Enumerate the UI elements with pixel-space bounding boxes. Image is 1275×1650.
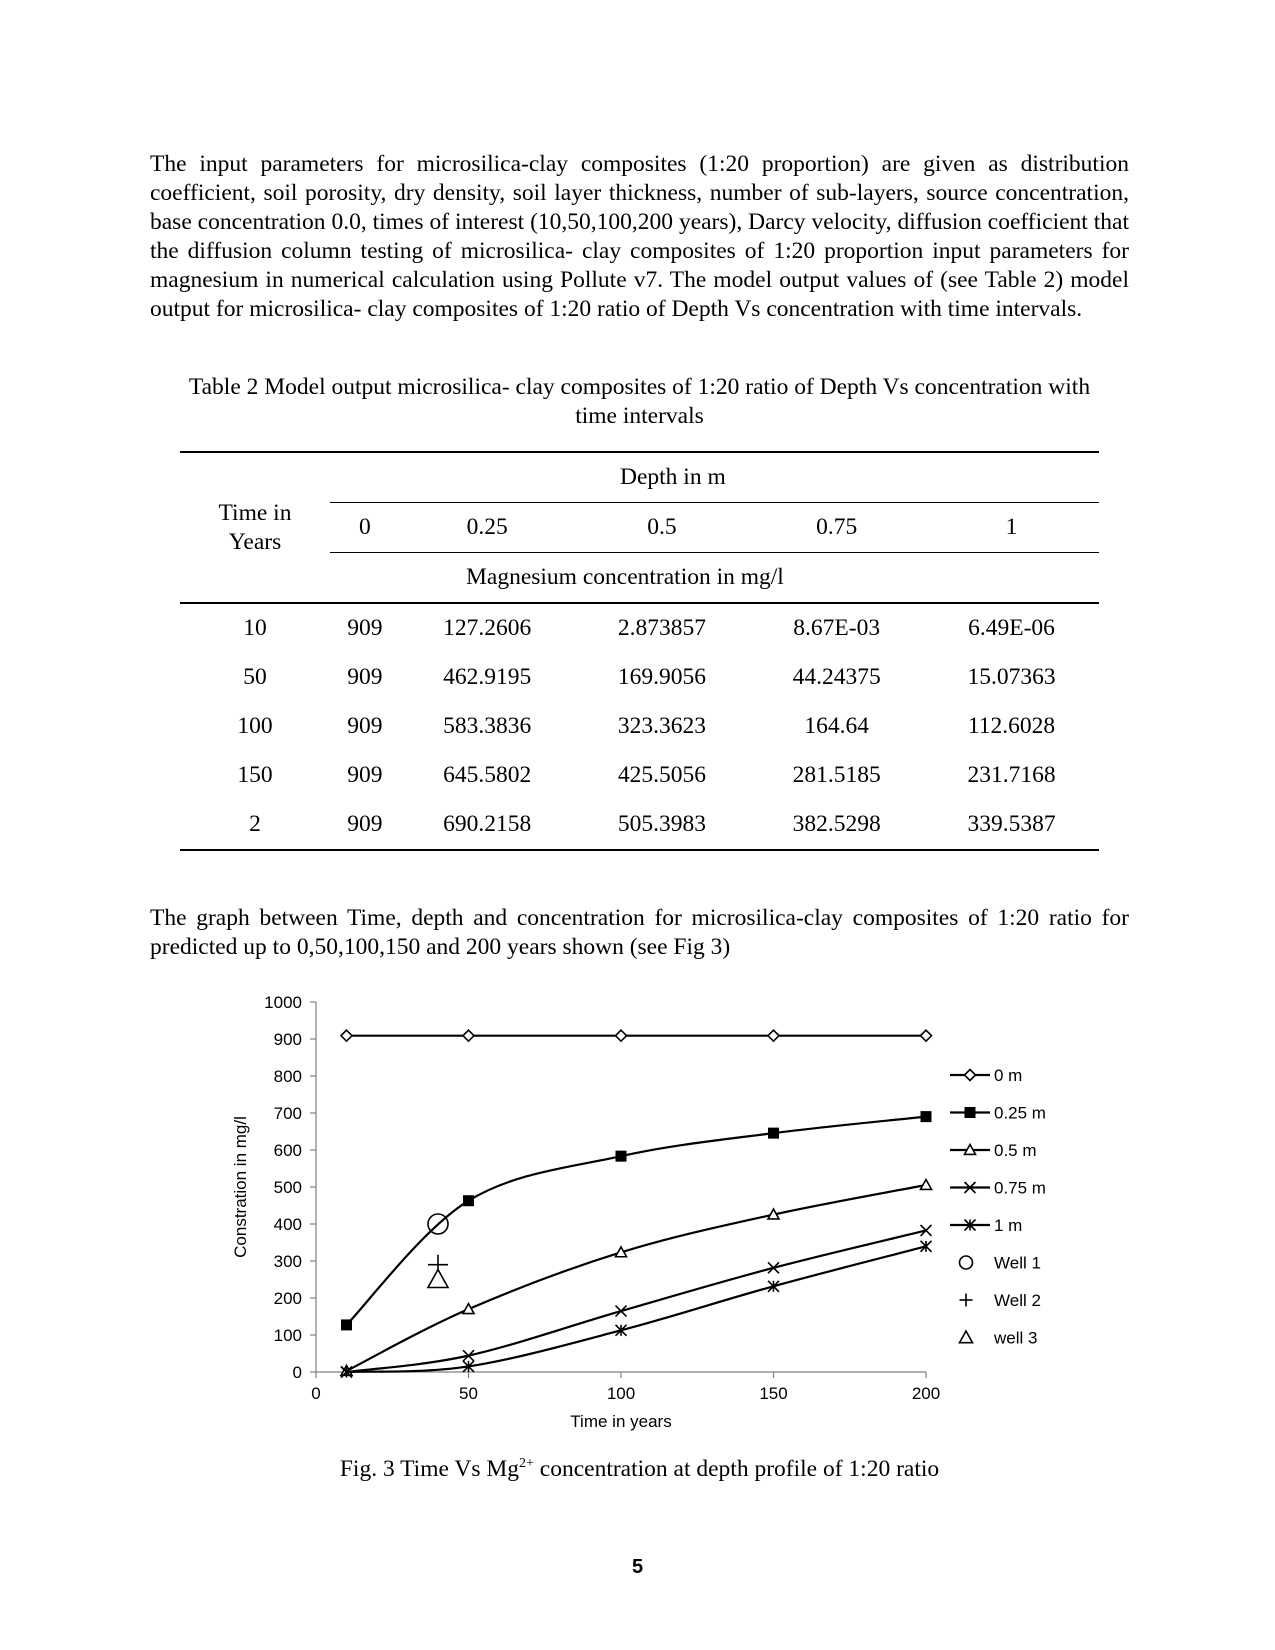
y-axis-label: Constration in mg/l [231, 1116, 250, 1258]
depth-3: 0.75 [816, 514, 858, 540]
table-cell: 50 [243, 664, 267, 690]
figure-caption-superscript: 2+ [519, 1456, 534, 1472]
table-cell: 583.3836 [443, 713, 532, 739]
y-tick-label: 0 [292, 1363, 302, 1382]
legend-marker [965, 1107, 976, 1118]
table-cell: 909 [347, 615, 383, 641]
y-tick-label: 200 [273, 1289, 302, 1308]
y-tick-label: 700 [273, 1104, 302, 1123]
data-point-marker [768, 1030, 779, 1041]
data-point-marker [463, 1030, 474, 1041]
table-cell: 425.5056 [617, 762, 707, 788]
figure-caption [150, 1456, 1129, 1483]
y-tick-label: 600 [273, 1141, 302, 1160]
table-cell: 6.49E-06 [968, 615, 1055, 641]
y-tick-label: 500 [273, 1178, 302, 1197]
y-tick-label: 1000 [264, 993, 302, 1012]
legend-label: 0.75 m [994, 1178, 1046, 1198]
table-caption-line-1: Table 2 Model output microsilica- clay composites of 1:20 ratio of Depth Vs concentration with [188, 374, 1091, 400]
depth-0: 0 [359, 514, 371, 540]
x-tick-label: 0 [311, 1384, 321, 1403]
table-cell: 8.67E-03 [793, 615, 881, 641]
data-point-marker [463, 1195, 474, 1206]
table-caption-line-2: time intervals [575, 403, 704, 429]
depth-4: 1 [1005, 514, 1018, 540]
figure-caption-suffix: concentration at depth profile of 1:20 ratio [533, 1456, 940, 1482]
depth-2: 0.5 [647, 514, 677, 540]
data-point-marker [921, 1030, 932, 1041]
table-cell: 2.873857 [617, 615, 707, 641]
data-point-marker [616, 1151, 627, 1162]
legend-label: 1 m [994, 1216, 1023, 1235]
table-cell: 382.5298 [792, 811, 881, 837]
table-cell: 909 [347, 762, 383, 788]
x-tick-label: 200 [911, 1384, 941, 1403]
data-point-marker [768, 1128, 779, 1139]
unit-header: Magnesium concentration in mg/l [466, 564, 784, 590]
legend-marker [960, 1256, 973, 1269]
table-cell: 323.3623 [617, 713, 707, 739]
x-axis-label: Time in years [570, 1412, 672, 1431]
table-cell: 127.2606 [443, 615, 532, 641]
table-cell: 281.5185 [792, 762, 881, 788]
table-cell: 164.64 [804, 713, 869, 739]
table-cell: 690.2158 [443, 811, 532, 837]
legend-label: well 3 [994, 1328, 1038, 1348]
data-point-marker [341, 1030, 352, 1041]
series-line [347, 1117, 927, 1325]
legend-label: 0 m [994, 1066, 1023, 1085]
x-tick-label: 100 [606, 1384, 636, 1403]
legend-label: Well 2 [994, 1291, 1041, 1310]
data-point-marker [616, 1030, 627, 1041]
table-cell: 112.6028 [967, 713, 1056, 739]
time-header: Time in Years [218, 499, 292, 555]
table-cell: 150 [237, 762, 273, 788]
legend-label: 0.5 m [994, 1141, 1037, 1160]
graph-paragraph: The graph between Time, depth and concentration for microsilica-clay composites of 1:20 ratio for predicted up to 0,50,100,150 and 200 years shown (see Fig 3) [150, 905, 1129, 960]
y-tick-label: 800 [273, 1067, 302, 1086]
data-point-marker [341, 1319, 352, 1330]
table-cell: 44.24375 [792, 664, 881, 690]
table-cell: 15.07363 [967, 664, 1056, 690]
table-cell: 909 [347, 811, 383, 837]
table-cell: 909 [347, 664, 383, 690]
table-cell: 462.9195 [443, 664, 532, 690]
table-cell: 231.7168 [967, 762, 1056, 788]
intro-paragraph: The input parameters for microsilica-clay composites (1:20 proportion) are given as distribution coefficient, soil porosity, dry density, soil layer thickness, number of sub-layers, source concentration, base concentration 0.0, times of interest (10,50,100,200 years), Darcy velocity, diffusion coefficient that the diffusion column testing of microsilica- clay composites of 1:20 proportion input parameters for magnesium in numerical calculation using Pollute v7. The model output values of (see Table 2) model output for microsilica- clay composites of 1:20 ratio of Depth Vs concentration with time intervals. [150, 151, 1129, 322]
x-tick-label: 150 [759, 1384, 788, 1403]
table-cell: 645.5802 [443, 762, 532, 788]
y-tick-label: 900 [273, 1030, 302, 1049]
legend-label: 0.25 m [994, 1103, 1046, 1123]
table-cell: 169.9056 [617, 664, 707, 690]
x-tick-label: 50 [459, 1384, 478, 1403]
y-tick-label: 400 [273, 1215, 302, 1234]
y-tick-label: 100 [273, 1326, 302, 1345]
table-cell: 505.3983 [617, 811, 707, 837]
legend-marker [960, 1331, 973, 1343]
table-cell: 339.5387 [967, 811, 1056, 837]
page-number: 5 [631, 1556, 644, 1578]
data-point-marker [921, 1180, 932, 1190]
table-cell: 10 [243, 615, 267, 641]
well-point-marker [428, 1270, 448, 1288]
legend-label: Well 1 [994, 1253, 1041, 1273]
figure-caption-prefix: Fig. 3 Time Vs Mg [339, 1456, 519, 1482]
depth-1: 0.25 [466, 514, 508, 540]
y-tick-label: 300 [273, 1252, 302, 1271]
table-cell: 2 [249, 811, 261, 837]
series-line [347, 1230, 927, 1372]
legend-marker [960, 1294, 973, 1307]
table-cell: 100 [237, 713, 273, 739]
legend-marker [965, 1070, 976, 1081]
depth-header: Depth in m [620, 464, 726, 490]
table-cell: 909 [347, 713, 383, 739]
data-point-marker [921, 1111, 932, 1122]
